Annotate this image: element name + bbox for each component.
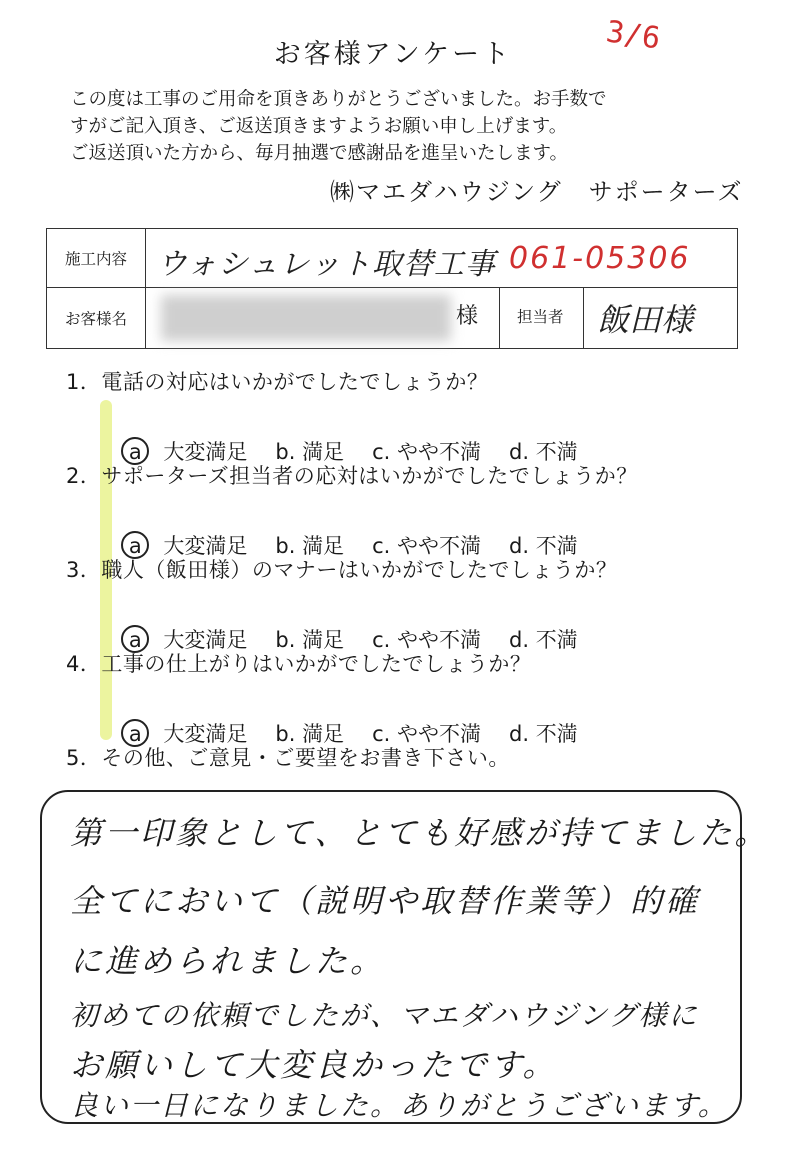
option-d[interactable]: d. <box>508 440 529 464</box>
question-1: 1．電話の対応はいかがでしたでしょうか？ <box>66 370 489 394</box>
comment-line: 第一印象として、とても好感が持てました。 <box>70 814 770 852</box>
selected-option-circle[interactable]: a <box>121 531 149 559</box>
option-d-label: 不満 <box>535 534 578 558</box>
customer-suffix: 様 <box>456 304 479 329</box>
option-b[interactable]: b. <box>275 534 296 558</box>
option-b-label: 満足 <box>302 722 345 746</box>
option-a-label: 大変満足 <box>163 534 248 558</box>
question-5: 5．その他、ご意見・ご要望をお書き下さい。 <box>66 746 510 770</box>
selected-option-circle[interactable]: a <box>121 719 149 747</box>
company-name: ㈱マエダハウジング サポーターズ <box>330 178 744 206</box>
option-b[interactable]: b. <box>275 628 296 652</box>
option-b-label: 満足 <box>302 534 345 558</box>
answer-options-4 <box>108 694 578 748</box>
page-title: お客様アンケート <box>273 39 513 70</box>
redacted-customer-name <box>161 295 451 341</box>
option-c-label: やや不満 <box>396 440 481 464</box>
option-d[interactable]: d. <box>508 534 529 558</box>
answer-options-1 <box>108 412 578 466</box>
comment-line: 初めての依頼でしたが、マエダハウジング様に <box>70 999 699 1032</box>
customer-row <box>47 287 737 348</box>
option-d[interactable]: d. <box>508 722 529 746</box>
divider <box>583 287 584 348</box>
option-c-label: やや不満 <box>396 628 481 652</box>
work-code-handwritten: 061-05306 <box>509 241 691 276</box>
intro-text <box>70 86 760 167</box>
selected-option-circle[interactable]: a <box>121 437 149 465</box>
work-label: 施工内容 <box>47 229 146 287</box>
divider <box>499 287 500 348</box>
option-b[interactable]: b. <box>275 722 296 746</box>
comment-line: に進められました。 <box>70 942 386 980</box>
info-table <box>46 228 738 349</box>
option-d-label: 不満 <box>535 628 578 652</box>
option-b-label: 満足 <box>302 628 345 652</box>
option-c[interactable]: c. <box>372 440 391 464</box>
answer-options-2 <box>108 506 578 560</box>
work-row <box>47 229 737 288</box>
option-d-label: 不満 <box>535 440 578 464</box>
staff-label: 担当者 <box>517 308 564 326</box>
intro-line: この度は工事のご用命を頂きありがとうございました。お手数で <box>70 89 607 110</box>
comment-line: 良い一日になりました。ありがとうございます。 <box>70 1089 728 1122</box>
comment-line: お願いして大変良かったです。 <box>70 1046 558 1084</box>
option-b[interactable]: b. <box>275 440 296 464</box>
staff-name-handwritten: 飯田様 <box>597 301 694 339</box>
option-b-label: 満足 <box>302 440 345 464</box>
option-d[interactable]: d. <box>508 628 529 652</box>
intro-line: ご返送頂いた方から、毎月抽選で感謝品を進呈いたします。 <box>70 143 569 164</box>
question-4: 4．工事の仕上がりはいかがでしたでしょうか？ <box>66 652 532 676</box>
page-number-handwritten: 3/6 <box>603 14 663 57</box>
option-c[interactable]: c. <box>372 722 391 746</box>
question-3: 3．職人（飯田様）のマナーはいかがでしたでしょうか？ <box>66 558 618 582</box>
option-a-label: 大変満足 <box>163 722 248 746</box>
question-2: 2．サポーターズ担当者の応対はいかがでしたでしょうか？ <box>66 464 638 488</box>
answer-options-3 <box>108 600 578 654</box>
option-d-label: 不満 <box>535 722 578 746</box>
option-c-label: やや不満 <box>396 534 481 558</box>
selected-option-circle[interactable]: a <box>121 625 149 653</box>
option-c-label: やや不満 <box>396 722 481 746</box>
option-a-label: 大変満足 <box>163 440 248 464</box>
option-c[interactable]: c. <box>372 534 391 558</box>
customer-label: お客様名 <box>47 287 146 348</box>
option-c[interactable]: c. <box>372 628 391 652</box>
comment-line: 全てにおいて（説明や取替作業等）的確 <box>70 882 701 920</box>
work-content-handwritten: ウォシュレット取替工事 <box>157 247 496 282</box>
option-a-label: 大変満足 <box>163 628 248 652</box>
intro-line: すがご記入頂き、ご返送頂きますようお願い申し上げます。 <box>70 116 568 137</box>
